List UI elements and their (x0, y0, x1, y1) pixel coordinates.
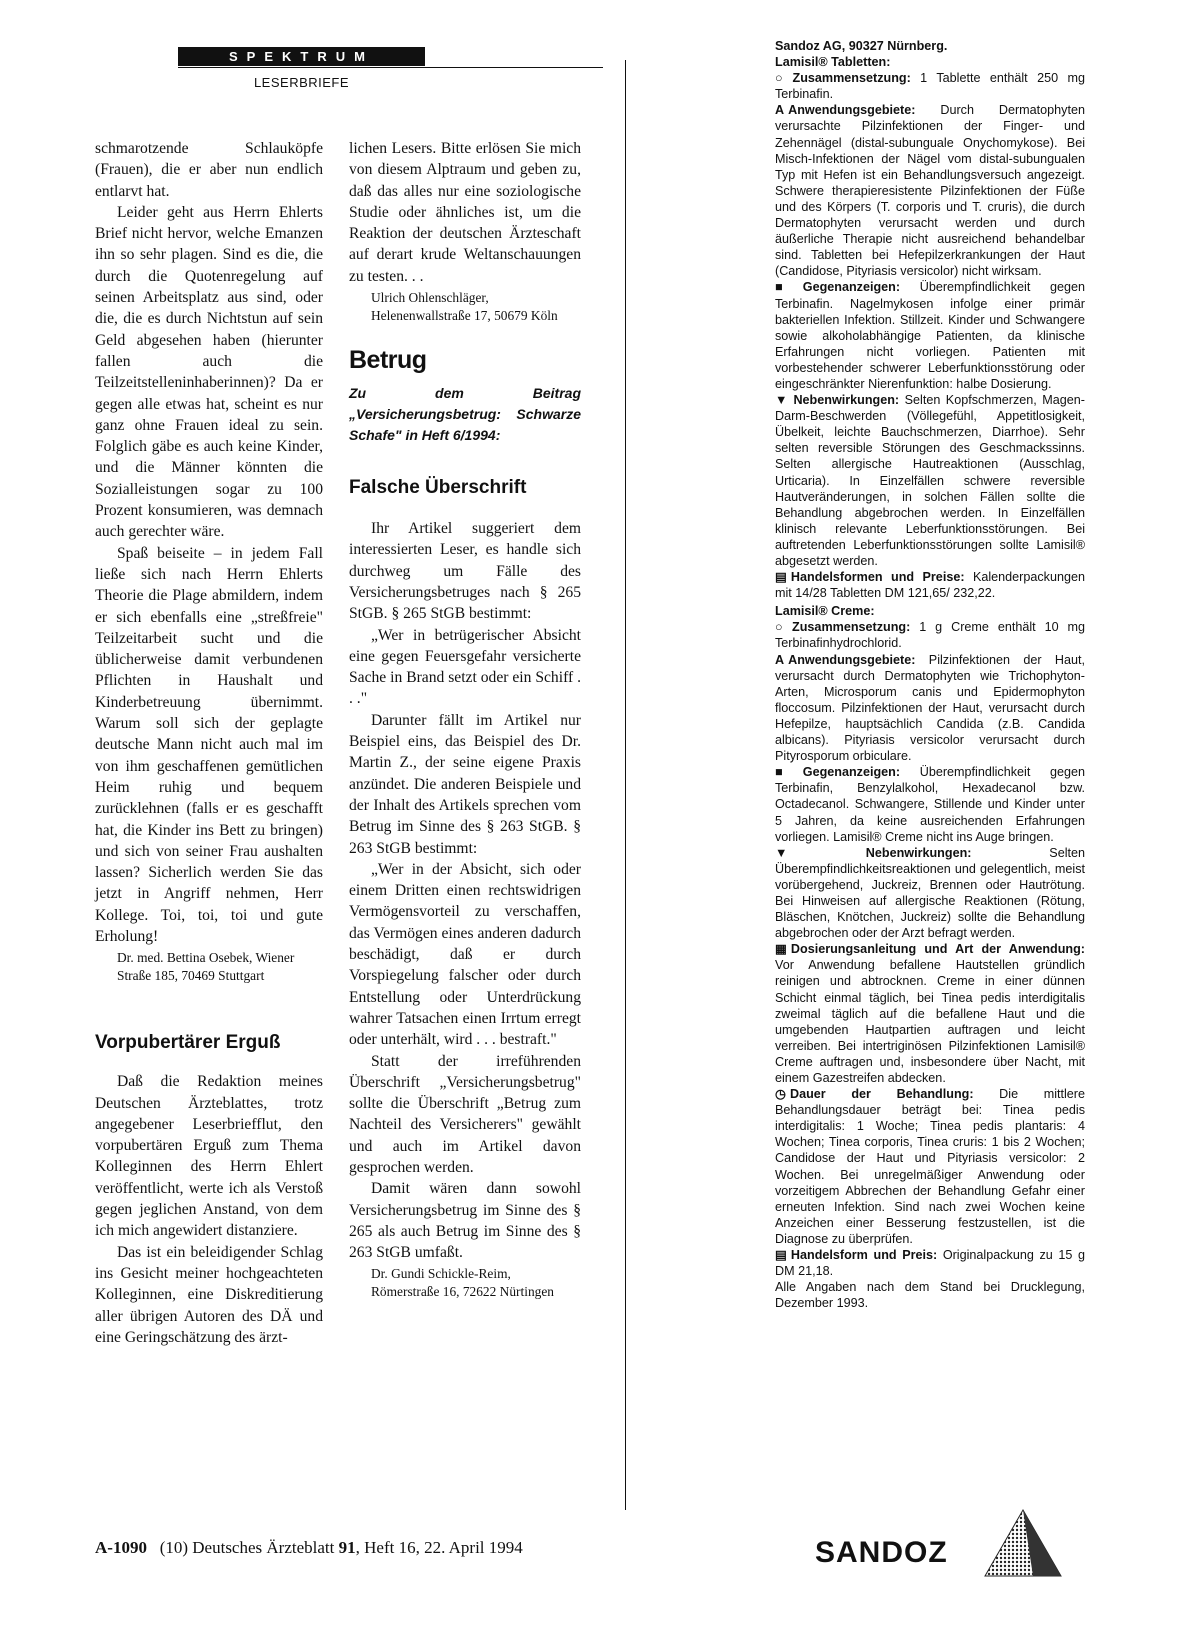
info-label: Dosierungsanleitung und Art der Anwendung: (790, 942, 1085, 957)
info-text: Selten Überempfindlichkeitsreaktionen und gelegentlich, meist vorübergehend, Juckreiz, Brennen oder Hautrötung. Bei Hinweisen auf allergische Reaktionen (Rötung, Bläschen, Knötchen, Juckreiz) sollte die Behandlung abgebrochen oder der Arzt befragt werden. (775, 845, 1085, 941)
paragraph: „Wer in betrügerischer Absicht eine gegen Feuersgefahr versicherte Sache in Brand setzt oder ein Schiff . . ." (349, 626, 581, 708)
bullet-icon: A (775, 103, 785, 118)
paragraph: Statt der irreführenden Überschrift „Versicherungsbetrug" sollte die Überschrift „Betrug zum Nachteil des Versicherers" gewählt und auch im Artikel davon gesprochen werden. (349, 1052, 581, 1176)
closing-note: Alle Angaben nach dem Stand bei Drucklegung, Dezember 1993. (775, 1280, 1085, 1311)
column-2 (349, 138, 581, 1301)
info-label: Zusammensetzung: (792, 620, 911, 635)
bullet-icon: ▤ (775, 1248, 787, 1263)
product-information (775, 38, 1085, 1311)
section-heading: Betrug (349, 346, 427, 375)
paragraph: Leider geht aus Herrn Ehlerts Brief nicht hervor, welche Emanzen ihn so sehr plagen. Sind es die, die durch die Quotenregelung auf seinen Arbeitsplatz aus sind, oder die, die es durch Nichtstun auf sein Geld abgesehen haben (hierunter fallen auch die Teilzeitstelleninhaberinnen)? Da er gegen alle etwas hat, scheint es nur ganz ohne Frauen ideal zu sein. Folglich gäbe es auch keine Kinder, und die Männer könnten die Sozialleistungen sogar zu 100 Prozent konsumieren, was demnach auch gerechter wäre. (95, 203, 323, 541)
paragraph: schmarotzende Schlauköpfe (Frauen), die er aber nun endlich entlarvt hat. (95, 140, 323, 200)
paragraph: Damit wären dann sowohl Versicherungsbetrug im Sinne des § 265 als auch Betrug im Sinne des § 263 StGB umfaßt. (349, 1180, 581, 1262)
product-title: Lamisil® Tabletten: (775, 55, 891, 70)
company-name: Sandoz AG, 90327 Nürnberg. (775, 39, 948, 53)
info-text: Vor Anwendung befallene Hautstellen gründlich reinigen und abtrocknen. Creme in einer dünnen Schicht einmal täglich, bei Tinea pedis interdigitalis zweimal täglich auf die befallene Haut und die umgebenden Hautpartien auftragen und leicht verreiben. Bei intertriginösen Pilzinfektionen Lamisil® Creme auftragen und, insbesondere über Nacht, mit einem Gazestreifen abdecken. (775, 958, 1085, 1085)
info-item (775, 569, 1085, 601)
info-label: Handelsform und Preis: (790, 1248, 938, 1263)
info-item (775, 102, 1085, 279)
info-item (775, 941, 1085, 1086)
bullet-icon: ▦ (775, 942, 787, 957)
letter-signature: Ulrich Ohlenschläger, Helenenwallstraße 17, 50679 Köln (371, 290, 558, 324)
info-text: Originalpackung zu 15 g DM 21,18. (775, 1248, 1085, 1279)
bullet-icon: ◷ (775, 1087, 786, 1102)
info-label: Anwendungsgebiete: (788, 652, 916, 667)
info-item (775, 1086, 1085, 1247)
info-text: 1 g Creme enthält 10 mg Terbinafinhydrochlorid. (775, 620, 1086, 651)
paragraph: Daß die Redaktion meines Deutschen Ärzteblattes, trotz angegebener Leserbriefflut, den vorpubertären Erguß zum Thema Kolleginnen des Herrn Ehlert veröffentlicht, werte ich als Verstoß gegen jeglichen Anstand, von dem ich mich angewidert distanziere. (95, 1073, 323, 1240)
subsection-label: LESERBRIEFE (253, 75, 350, 90)
paragraph: Ihr Artikel suggeriert dem interessierten Leser, es handle sich durchweg um Fälle des Versicherungsbetruges nach § 265 StGB. § 265 StGB bestimmt: (349, 520, 581, 623)
column-divider (625, 60, 626, 1510)
info-label: Nebenwirkungen: (793, 393, 900, 408)
info-item (775, 1247, 1085, 1279)
paragraph: „Wer in der Absicht, sich oder einem Dritten einen rechtswidrigen Vermögensvorteil zu verschaffen, das Vermögen eines anderen dadurch beschädigt, daß er durch Vorspiegelung falscher oder durch Entstellung oder Unterdrückung wahrer Tatsachen einen Irrtum erregt oder unterhält, wird . . . bestraft." (349, 860, 581, 1049)
info-text: Durch Dermatophyten verursachte Pilzinfektionen der Finger- und Zehennägel (distal-subunguale Onychomykose). Bei Misch-Infektionen der Nägel vom distal-subungualen Typ mit Hefen ist ein Behandlungsversuch angezeigt. Schwere therapieresistente Pilzinfektionen der Füße und des Körpers (T. corporis und T. cruris), die durch Dermatophyten verursacht werden und durch äußerliche Therapie nicht ausreichend behandelbar sind. Tabletten bei Hefepilzerkrankungen der Haut (Candidose, Pityriasis versicolor) nicht wirksam. (775, 103, 1085, 279)
info-item (775, 279, 1085, 392)
info-text: Die mittlere Behandlungsdauer beträgt bei: Tinea pedis interdigitalis: 1 Woche; Tinea pedis plantaris: 4 Wochen; Tinea corporis, Tinea cruris: 1 bis 2 Wochen; Candidose der Haut und Pityriasis versicolor: 2 Wochen. Bei unregelmäßiger Anwendung oder vorzeitigem Abbrechen der Behandlung Gefahr einer erneuten Infektion. Sind nach zwei Wochen keine Anzeichen einer Besserung festzustellen, ist die Diagnose zu überprüfen. (775, 1087, 1085, 1246)
letter-heading: Falsche Überschrift (349, 477, 527, 499)
header-rule (178, 67, 603, 68)
info-item (775, 619, 1085, 651)
bullet-icon: ○ (775, 620, 789, 635)
info-label: Gegenanzeigen: (802, 280, 901, 295)
letter-signature: Dr. med. Bettina Osebek, Wiener Straße 185, 70469 Stuttgart (117, 950, 295, 984)
info-text: Pilzinfektionen der Haut, verursacht durch Dermatophyten wie Trichophyton-Arten, Microsporum canis und Epidermophyton floccosum. Pilzinfektionen der Haut, verursacht durch Hefepilze, hauptsächlich Candida (z.B. Candida albicans). Pityriasis versicolor verursacht durch Pityrosporum orbiculare. (775, 652, 1085, 764)
paragraph: Spaß beiseite – in jedem Fall ließe sich nach Herrn Ehlerts Theorie die Plage abmildern, indem er sich ebenfalls eine „streßfreie" Teilzeitarbeit sucht und die üblicherweise damit verbundenen Pflichten in Haushalt und Kinderbetreuung übernimmt. Warum soll sich der geplagte deutsche Mann nicht auch mal im von ihm geschaffenen gemütlichen Heim ruhig und bequem zurücklehnen (falls er es geschafft hat, die Kinder ins Bett zu bringen) und sich von seiner Frau aushalten lassen? Sicherlich werden Sie das jetzt in Angriff nehmen, Herr Kollege. Toi, toi, toi und gute Erholung! (95, 544, 323, 945)
info-text: Überempfindlichkeit gegen Terbinafin, Benzylalkohol, Hexadecanol bzw. Octadecanol. Schwangere, Stillende und Kinder unter 5 Jahren, da keine ausreichenden Erfahrungen vorliegen. Lamisil® Creme nicht ins Auge bringen. (775, 765, 1085, 844)
bullet-icon: ▼ (775, 393, 790, 408)
bullet-icon: ▼ (775, 845, 862, 860)
product-2-details (775, 619, 1085, 1279)
page-number: A-1090 (95, 1538, 147, 1557)
article-reference: Zu dem Beitrag „Versicherungsbetrug: Schwarze Schafe" in Heft 6/1994: (349, 385, 581, 444)
info-text: 1 Tablette enthält 250 mg Terbinafin. (775, 71, 1085, 102)
citation-text: , Heft 16, 22. April 1994 (355, 1538, 523, 1557)
info-label: Nebenwirkungen: (865, 845, 972, 860)
info-text: Überempfindlichkeit gegen Terbinafin. Nagelmykosen infolge einer primär bakteriellen Infektion. Stillzeit. Kinder und Schwangere sowie alkoholabhängige Patienten, da klinische Erfahrungen nicht vorliegen. Patienten mit vorbestehender schwerer Leberfunktionsstörung oder eingeschränkter Nierenfunktion: halbe Dosierung. (775, 280, 1085, 391)
product-1-details (775, 70, 1085, 601)
info-label: Zusammensetzung: (792, 71, 911, 86)
letter-heading: Vorpubertärer Erguß (95, 1032, 281, 1054)
logo-text: SANDOZ (815, 1536, 948, 1569)
bullet-icon: A (775, 652, 785, 667)
paragraph: Das ist ein beleidigender Schlag ins Gesicht meiner hochgeachteten Kolleginnen, eine Diskreditierung aller übrigen Autoren des DÄ und eine Geringschätzung des ärzt- (95, 1243, 323, 1346)
product-title: Lamisil® Creme: (775, 604, 875, 619)
info-item (775, 764, 1085, 844)
info-item (775, 392, 1085, 569)
page-footer (95, 1538, 523, 1558)
letter-signature: Dr. Gundi Schickle-Reim, Römerstraße 16, 72622 Nürtingen (371, 1266, 554, 1300)
bullet-icon: ▤ (775, 570, 787, 585)
volume-number: 91 (338, 1538, 356, 1557)
info-label: Gegenanzeigen: (802, 765, 901, 780)
info-label: Anwendungsgebiete: (788, 103, 916, 118)
section-banner: SPEKTRUM (178, 47, 425, 66)
info-item (775, 652, 1085, 765)
info-label: Handelsformen und Preise: (790, 570, 965, 585)
info-label: Dauer der Behandlung: (790, 1087, 974, 1102)
info-text: Selten Kopfschmerzen, Magen-Darm-Beschwerden (Völlegefühl, Appetitlosigkeit, Übelkeit, leichte Bauchschmerzen, Diarrhoe). Sehr selten reversible Störungen des Geschmackssinns. Selten allergische Hautreaktionen (Ausschlag, Urticaria). In Einzelfällen schwere reversible Hautveränderungen, in solchen Fällen sollte die Behandlung abgebrochen werden. In Einzelfällen klinisch relevante Leberfunktionsstörungen. Bei auftretenden Leberfunktionsstörungen sollte Lamisil® abgesetzt werden. (775, 393, 1085, 568)
bullet-icon: ■ (775, 280, 799, 295)
bullet-icon: ○ (775, 71, 789, 86)
paragraph: lichen Lesers. Bitte erlösen Sie mich von diesem Alptraum und geben zu, daß das alles nur eine soziologische Studie oder ähnliches ist, um die Reaktion der deutschen Ärzteschaft auf derart krude Weltanschauungen zu testen. . . (349, 140, 581, 285)
triangle-logo-icon (983, 1508, 1063, 1578)
paragraph: Darunter fällt im Artikel nur Beispiel eins, das Beispiel des Dr. Martin Z., der seine eigene Praxis anzündet. Die anderen Beispiele und der Inhalt des Artikels sprechen vom Betrug im Sinne des § 263 StGB. § 263 StGB bestimmt: (349, 711, 581, 857)
info-item (775, 70, 1085, 102)
citation-text: (10) Deutsches Ärzteblatt (159, 1538, 339, 1557)
info-item (775, 845, 1085, 942)
column-1 (95, 138, 323, 1348)
info-text: Kalenderpackungen mit 14/28 Tabletten DM 121,65/ 232,22. (775, 570, 1085, 601)
sandoz-logo (815, 1508, 1095, 1578)
bullet-icon: ■ (775, 765, 799, 780)
